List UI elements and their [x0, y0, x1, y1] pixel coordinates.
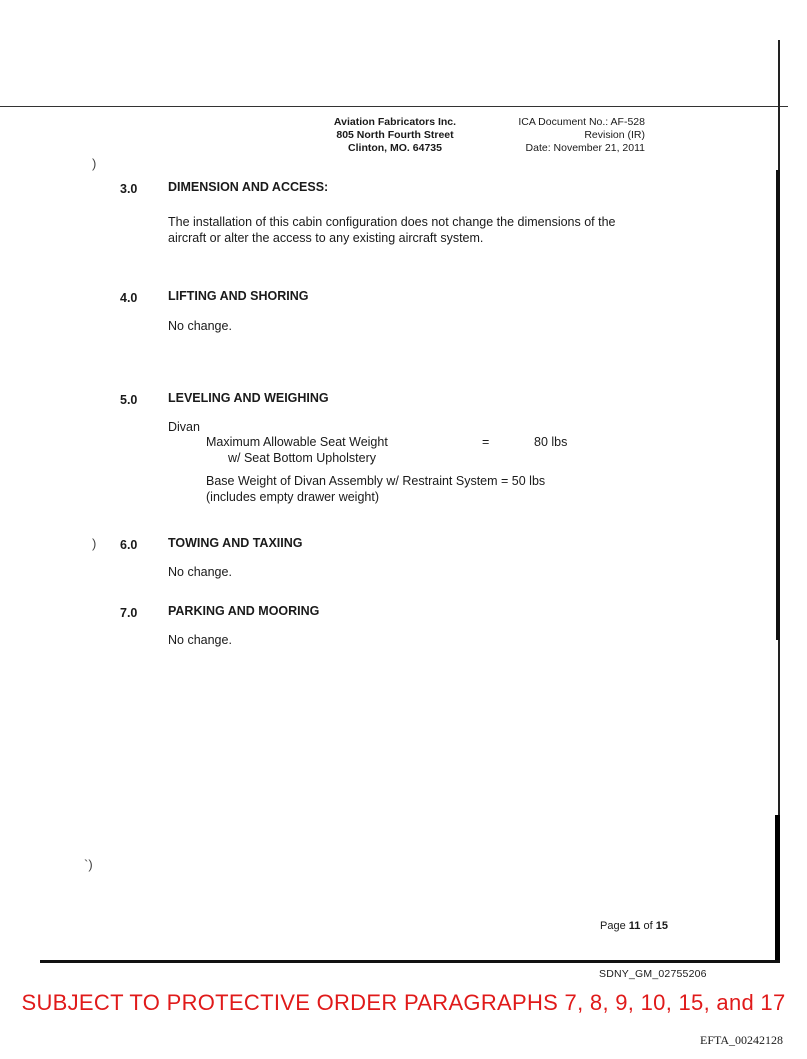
document-number: ICA Document No.: AF-528 [518, 116, 645, 128]
base-weight [206, 473, 545, 505]
document-date: Date: November 21, 2011 [525, 142, 645, 154]
section-body: No change. [168, 565, 232, 579]
right-page-border-shadow [776, 170, 780, 640]
section-title: PARKING AND MOORING [168, 604, 320, 618]
footer-rule [40, 960, 780, 963]
section-number: 6.0 [120, 538, 138, 552]
section-number: 7.0 [120, 606, 138, 620]
margin-mark: ) [92, 156, 97, 171]
section-title: LEVELING AND WEIGHING [168, 391, 329, 405]
margin-mark: `) [84, 857, 93, 872]
section-body: No change. [168, 319, 232, 333]
section-number: 3.0 [120, 182, 138, 196]
header-rule [0, 106, 788, 107]
section-number: 5.0 [120, 393, 138, 407]
equals-sign: = [482, 435, 490, 449]
page-total: 15 [655, 920, 668, 932]
body-line: (includes empty drawer weight) [206, 490, 379, 504]
company-street: 805 North Fourth Street [336, 129, 454, 141]
section-number: 4.0 [120, 291, 138, 305]
divan-label: Divan [168, 420, 200, 434]
max-weight-value: 80 lbs [534, 435, 568, 449]
page-of: of [643, 920, 653, 932]
section-body: No change. [168, 633, 232, 647]
section-body [168, 214, 616, 246]
document-revision: Revision (IR) [584, 129, 645, 141]
section-title: DIMENSION AND ACCESS: [168, 180, 329, 194]
page-number [600, 920, 668, 932]
company-name: Aviation Fabricators Inc. [333, 116, 457, 128]
bates-number: SDNY_GM_02755206 [599, 968, 707, 980]
max-weight-label: Maximum Allowable Seat Weight [206, 435, 388, 449]
company-city: Clinton, MO. 64735 [348, 142, 442, 154]
section-title: LIFTING AND SHORING [168, 289, 309, 303]
margin-mark: ) [92, 536, 97, 551]
document-info [490, 116, 645, 155]
section-title: TOWING AND TAXIING [168, 536, 303, 550]
page-current: 11 [628, 920, 641, 932]
max-weight-sub: w/ Seat Bottom Upholstery [228, 451, 376, 465]
body-line: Base Weight of Divan Assembly w/ Restraint System = 50 lbs [206, 474, 546, 488]
company-address [310, 116, 480, 155]
efta-id: EFTA_00242128 [700, 1033, 784, 1047]
page-prefix: Page [600, 920, 626, 932]
right-page-border-shadow [775, 815, 780, 960]
body-line: aircraft or alter the access to any existing aircraft system. [168, 231, 484, 245]
protective-order-banner: SUBJECT TO PROTECTIVE ORDER PARAGRAPHS 7, 8, 9, 10, 15, and 17 [21, 990, 786, 1015]
body-line: The installation of this cabin configuration does not change the dimensions of the [168, 215, 616, 229]
